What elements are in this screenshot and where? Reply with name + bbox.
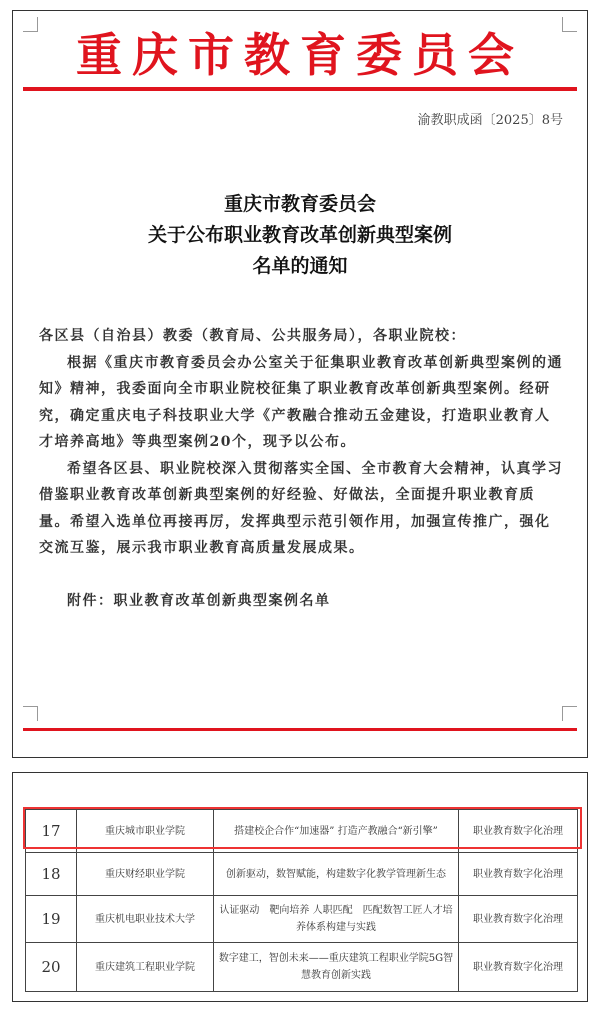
- row-number: 20: [26, 943, 77, 992]
- row-number: 17: [26, 810, 77, 853]
- paragraph: 根据《重庆市教育委员会办公室关于征集职业教育改革创新典型案例的通知》精神，我委面向全市职业院校征集了职业教育改革创新典型案例。经研究，确定重庆电子科技职业大学《产教融合推动五金建设，打造职业教育人才培养高地》等典型案例20个，现予以公布。: [39, 354, 563, 450]
- attachment-line: 附件：职业教育改革创新典型案例名单: [67, 592, 331, 609]
- case-title-cell: 数字建工，智创未来——重庆建筑工程职业学院5G智慧教育创新实践: [214, 943, 459, 992]
- corner-mark: [562, 706, 577, 721]
- case-title-cell: 认证驱动 靶向培养 人职匹配 匹配数智工匠人才培养体系构建与实践: [214, 896, 459, 943]
- title-line: 重庆市教育委员会: [223, 193, 376, 215]
- title-line: 名单的通知: [252, 255, 348, 277]
- category-cell: 职业教育数字化治理: [459, 810, 578, 853]
- paragraph: 希望各区县、职业院校深入贯彻落实全国、全市教育大会精神，认真学习借鉴职业教育改革创新典型案例的好经验、好做法，全面提升职业教育质量。希望入选单位再接再厉，发挥典型示范引领作用，加强宣传推广，强化交流互鉴，展示我市职业教育高质量发展成果。: [39, 460, 563, 556]
- school-cell: 重庆建筑工程职业学院: [77, 943, 214, 992]
- school-cell: 重庆城市职业学院: [77, 810, 214, 853]
- category-cell: 职业教育数字化治理: [459, 853, 578, 896]
- case-table: [25, 809, 578, 992]
- category-cell: 职业教育数字化治理: [459, 896, 578, 943]
- notice-body: [39, 323, 565, 614]
- red-divider: [23, 728, 577, 731]
- notice-title: [13, 189, 587, 282]
- table-row: [26, 943, 578, 992]
- salutation: 各区县（自治县）教委（教育局、公共服务局），各职业院校：: [39, 328, 466, 344]
- org-title: 重庆市教育委员会: [76, 28, 524, 82]
- category-cell: 职业教育数字化治理: [459, 943, 578, 992]
- row-number: 18: [26, 853, 77, 896]
- table-row: [26, 853, 578, 896]
- case-title-cell: 搭建校企合作“加速器” 打造产教融合“新引擎”: [214, 810, 459, 853]
- doc-number: 渝教职成函〔2025〕8号: [417, 113, 563, 128]
- corner-mark: [23, 706, 38, 721]
- case-list-excerpt: [12, 772, 588, 1002]
- school-cell: 重庆财经职业学院: [77, 853, 214, 896]
- red-divider: [23, 87, 577, 91]
- school-cell: 重庆机电职业技术大学: [77, 896, 214, 943]
- table-row: [26, 810, 578, 853]
- row-number: 19: [26, 896, 77, 943]
- table-row: [26, 896, 578, 943]
- title-line: 关于公布职业教育改革创新典型案例: [147, 224, 452, 246]
- notice-document: [12, 10, 588, 758]
- case-title-cell: 创新驱动，数智赋能，构建数字化教学管理新生态: [214, 853, 459, 896]
